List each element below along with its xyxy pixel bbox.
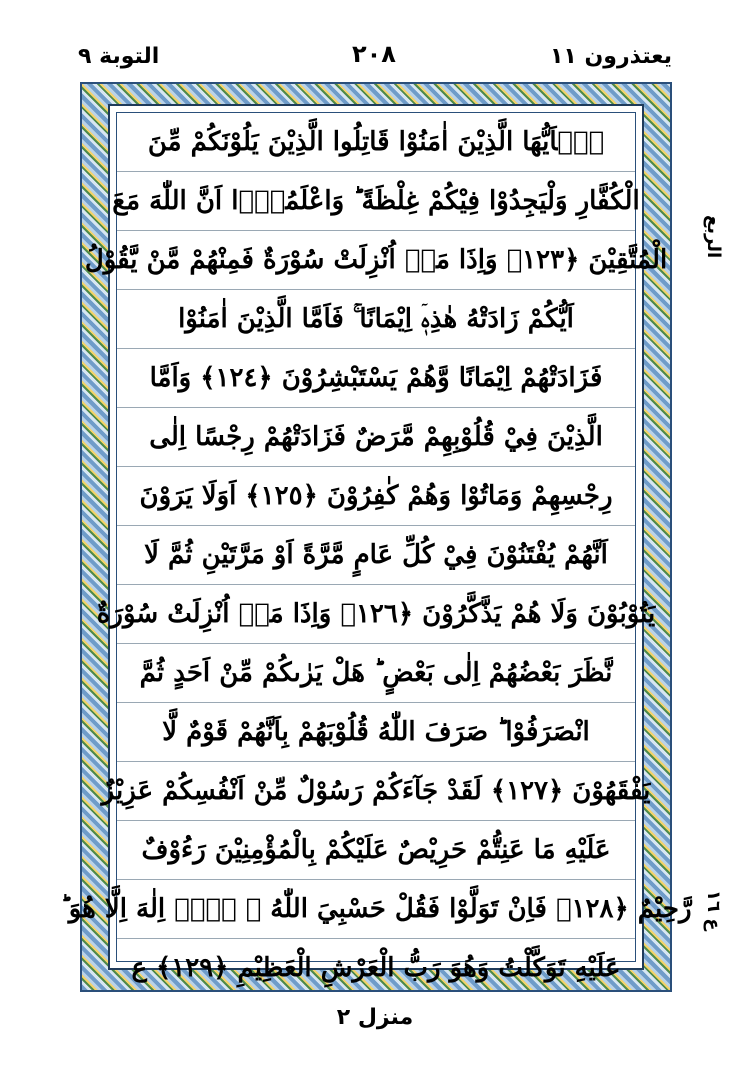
verse-line: نَّظَرَ بَعْضُهُمْ اِلٰى بَعْضٍ ؕ هَلْ يَرٰىكُمْ مِّنْ اَحَدٍ ثُمَّ xyxy=(117,644,635,703)
verse-line: رَّحِيْمٌ ﴿١٢٨﴾ فَاِنْ تَوَلَّوْا فَقُلْ حَسْبِيَ اللّٰهُ ۖ لَاۤ اِلٰهَ اِلَّا هُوَ ؕ xyxy=(117,880,635,939)
verse-line: الَّذِيْنَ فِيْ قُلُوْبِهِمْ مَّرَضٌ فَزَادَتْهُمْ رِجْسًا اِلٰى xyxy=(117,408,635,467)
page-number: ٢٠٨ xyxy=(352,40,396,68)
text-panel xyxy=(60,112,692,983)
verse-line: الْكُفَّارِ وَلْيَجِدُوْا فِيْكُمْ غِلْظَةً ؕ وَاعْلَمُوْۤا اَنَّ اللّٰهَ مَعَ xyxy=(117,172,635,231)
verse-line: اَيُّكُمْ زَادَتْهُ هٰذِهٖۤ اِيْمَانًا ۚ فَاَمَّا الَّذِيْنَ اٰمَنُوْا xyxy=(117,290,635,349)
page-header xyxy=(0,0,750,80)
verse-line: الْمُتَّقِيْنَ ﴿١٢٣﴾ وَاِذَا مَاۤ اُنْزِلَتْ سُوْرَةٌ فَمِنْهُمْ مَّنْ يَّقُوْلُ xyxy=(117,231,635,290)
verse-line: يَتُوْبُوْنَ وَلَا هُمْ يَذَّكَّرُوْنَ ﴿١٢٦﴾ وَاِذَا مَاۤ اُنْزِلَتْ سُوْرَةٌ xyxy=(117,585,635,644)
verse-line: فَزَادَتْهُمْ اِيْمَانًا وَّهُمْ يَسْتَبْشِرُوْنَ ﴿١٢٤﴾ وَاَمَّا xyxy=(117,349,635,408)
ruku-marker: ع ١٦ xyxy=(703,890,724,931)
verse-line: عَلَيْهِ تَوَكَّلْتُ وَهُوَ رَبُّ الْعَرْشِ الْعَظِيْمِ ﴿١٢٩﴾ ع xyxy=(131,953,621,983)
surah-name: التوبة ٩ xyxy=(78,44,160,69)
ornamental-border xyxy=(60,82,692,992)
rub-marker: الربع xyxy=(703,215,724,259)
verse-line: رِجْسِهِمْ وَمَاتُوْا وَهُمْ كٰفِرُوْنَ ﴿١٢٥﴾ اَوَلَا يَرَوْنَ xyxy=(117,467,635,526)
verse-line: يٰۤاَيُّهَا الَّذِيْنَ اٰمَنُوْا قَاتِلُوا الَّذِيْنَ يَلُوْنَكُمْ مِّنَ xyxy=(117,113,635,172)
verse-line: انْصَرَفُوْا ؕ صَرَفَ اللّٰهُ قُلُوْبَهُمْ بِاَنَّهُمْ قَوْمٌ لَّا xyxy=(117,703,635,762)
manzil-label: منزل ٢ xyxy=(336,1005,414,1030)
inner-border xyxy=(60,104,692,983)
verse-line: اَنَّهُمْ يُفْتَنُوْنَ فِيْ كُلِّ عَامٍ مَّرَّةً اَوْ مَرَّتَيْنِ ثُمَّ لَا xyxy=(117,526,635,585)
juz-name: يعتذرون ١١ xyxy=(549,44,672,69)
verse-line: عَلَيْهِ مَا عَنِتُّمْ حَرِيْصٌ عَلَيْكُمْ بِالْمُؤْمِنِيْنَ رَءُوْفٌ xyxy=(117,821,635,880)
verse-line: يَفْقَهُوْنَ ﴿١٢٧﴾ لَقَدْ جَآءَكُمْ رَسُوْلٌ مِّنْ اَنْفُسِكُمْ عَزِيْزٌ xyxy=(117,762,635,821)
